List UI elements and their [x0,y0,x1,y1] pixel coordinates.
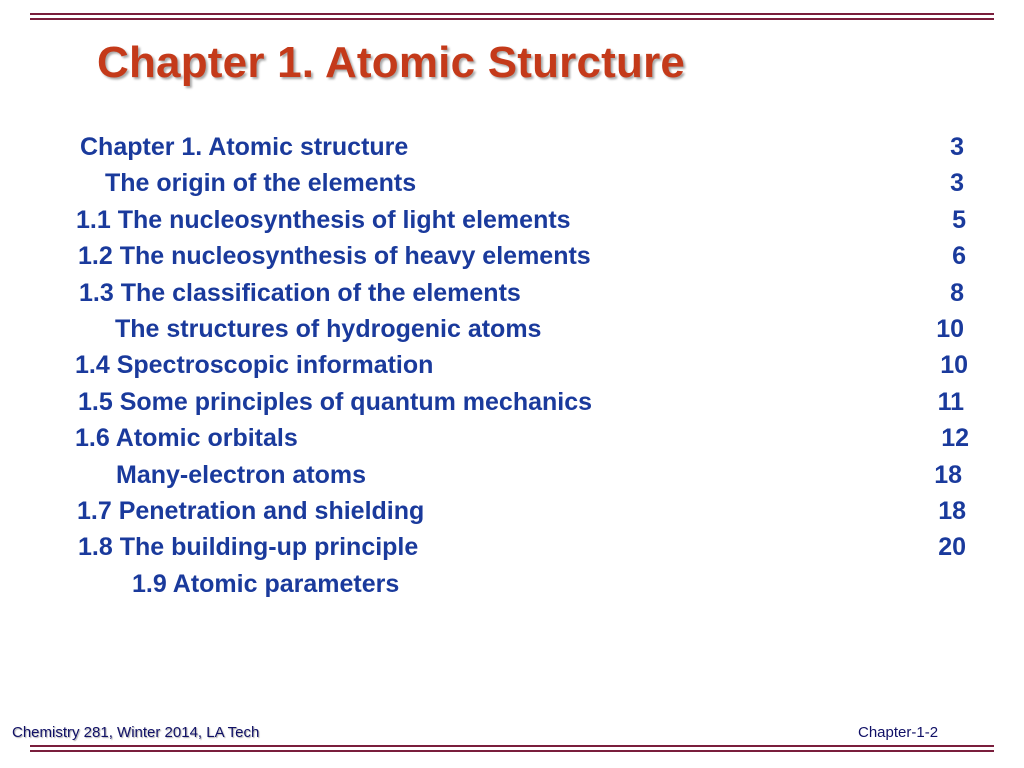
footer-slide-number: Chapter-1-2 [858,724,939,741]
slide-title: Chapter 1. Atomic Sturcture [97,38,686,87]
toc-entry-page: 8 [950,279,964,307]
toc-entry-page: 6 [952,242,966,270]
toc-entry-page: 10 [940,351,968,379]
toc-entry-page: 18 [938,497,966,525]
bottom-rule-inner [30,750,994,752]
toc-entry-text: Chapter 1. Atomic structure [80,133,409,161]
toc-entry-text: 1.1 The nucleosynthesis of light elements [76,206,571,234]
toc-entry-text: 1.7 Penetration and shielding [77,497,425,525]
toc-entry-text: 1.6 Atomic orbitals [75,424,298,452]
toc-entry-text: 1.4 Spectroscopic information [75,351,434,379]
toc-entry-page: 20 [938,533,966,561]
toc-entry-page: 5 [952,206,966,234]
toc-entry-page: 11 [937,388,964,416]
toc-entry-text: 1.2 The nucleosynthesis of heavy elements [78,242,591,270]
toc-entry-page: 3 [950,169,964,197]
toc-entry-page: 3 [950,133,964,161]
toc-entry-text: The structures of hydrogenic atoms [115,315,542,343]
toc-entry-text: 1.3 The classification of the elements [79,279,521,307]
toc-entry-text: 1.9 Atomic parameters [132,570,400,598]
footer-course-label: Chemistry 281, Winter 2014, LA Tech [12,724,260,741]
toc-entry-text: Many-electron atoms [116,461,367,489]
toc-entry-page: 18 [934,461,962,489]
toc-entry-text: 1.5 Some principles of quantum mechanics [78,388,593,416]
toc-entry-text: 1.8 The building-up principle [78,533,419,561]
toc-entry-page: 12 [941,424,969,452]
toc-entry-page: 10 [936,315,964,343]
bottom-rule-outer [30,745,994,747]
toc-entry-text: The origin of the elements [105,169,417,197]
